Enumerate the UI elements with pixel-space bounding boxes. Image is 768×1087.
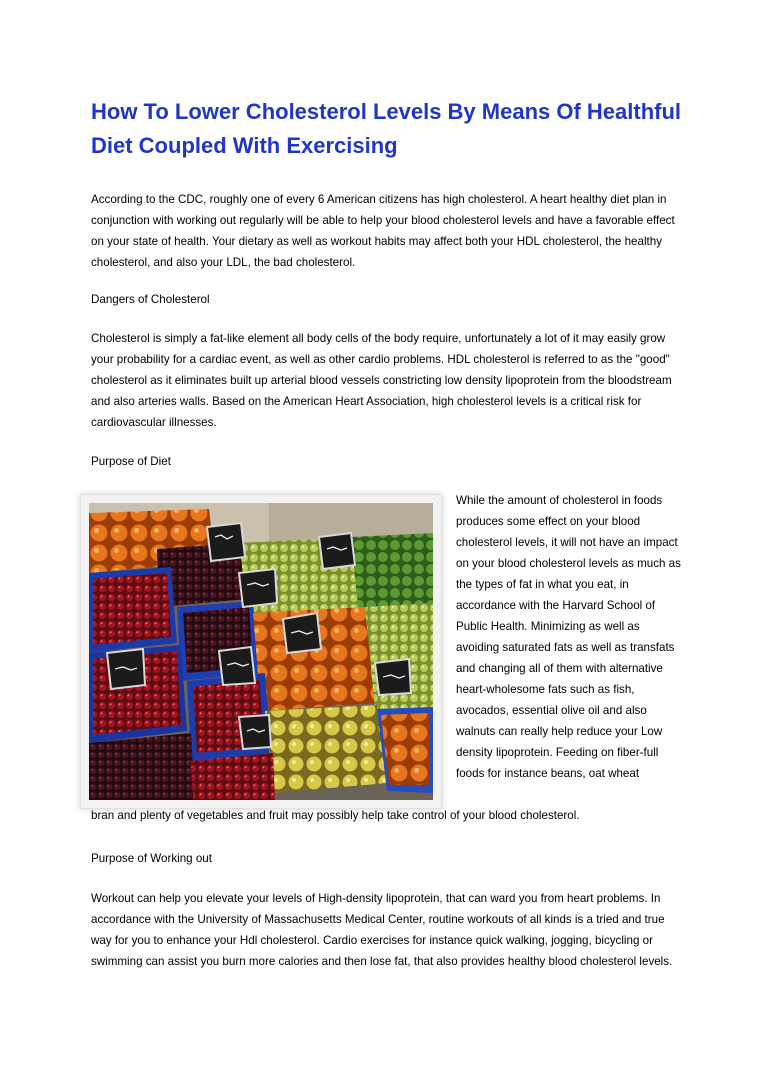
- section-heading-working-out: Purpose of Working out: [91, 852, 212, 865]
- intro-paragraph: According to the CDC, roughly one of every 6 American citizens has high cholesterol. A heart healthy diet plan in conjunction with working out regularly will be able to help your blood cholesterol levels and have a favorable effect on your state of health. Your dietary as well as workout habits may affect both your HDL cholesterol, the healthy cholesterol, and also your LDL, the bad cholesterol.: [91, 193, 675, 269]
- fruit-stand-illustration: [89, 503, 433, 800]
- section-body-working-out: Workout can help you elevate your levels of High-density lipoprotein, that can ward you from heart problems. In accordance with the University of Massachusetts Medical Center, routine workouts of all kinds is a tried and true way for you to enhance your Hdl cholesterol. Cardio exercises for instance quick walking, jogging, bicycling or swimming can assist you burn more calories and then lose fat, that also provides healthy blood cholesterol levels.: [91, 892, 673, 968]
- section-body-diet-after-image: bran and plenty of vegetables and fruit may possibly help take control of your blood cholesterol.: [91, 809, 580, 822]
- section-body-dangers: Cholesterol is simply a fat-like element all body cells of the body require, unfortunately a lot of it may easily grow your probability for a cardiac event, as well as other cardio problems. HDL cholesterol is referred to as the "good" cholesterol as it eliminates built up arterial blood vessels constricting low density lipoprotein from the bloodstream and also arteries walls. Based on the American Heart Association, high cholesterol levels is a critical risk for cardiovascular illnesses.: [91, 332, 672, 429]
- section-heading-dangers: Dangers of Cholesterol: [91, 293, 210, 306]
- section-heading-diet: Purpose of Diet: [91, 455, 171, 468]
- section-body-diet-beside-image: While the amount of cholesterol in foods produces some effect on your blood cholesterol levels, it will not have an impact on your blood cholesterol levels as much as the types of fat in what you eat, in accordance with the Harvard School of Public Health. Minimizing as well as avoiding saturated fats as well as transfats and changing all of them with alternative heart-wholesome fats such as fish, avocados, essential olive oil and also walnuts can really help reduce your Low density lipoprotein. Feeding on fiber-full foods for instance beans, oat wheat: [456, 494, 681, 780]
- fruit-stand-photo: [80, 494, 442, 809]
- article-title: How To Lower Cholesterol Levels By Means Of Healthful Diet Coupled With Exercising: [91, 99, 682, 158]
